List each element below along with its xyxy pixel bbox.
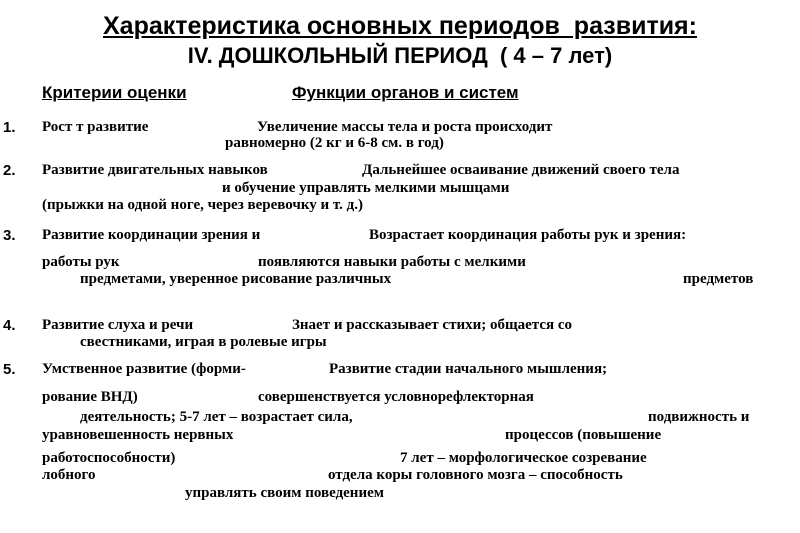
criterion-text: рование ВНД) — [42, 389, 138, 405]
criterion-text: Развитие координации зрения и — [42, 227, 261, 243]
page-title: Характеристика основных периодов развития: — [103, 12, 697, 40]
page-subtitle: IV. ДОШКОЛЬНЫЙ ПЕРИОД ( 4 – 7 лет) — [187, 43, 613, 68]
function-text: уравновешенность нервных — [42, 427, 234, 443]
function-text: лобного — [42, 467, 96, 483]
item-number: 4. — [3, 317, 16, 334]
criterion-text: (прыжки на одной ноге, через веревочку и т. д.) — [42, 197, 363, 213]
item-number: 5. — [3, 361, 16, 378]
item-number: 2. — [3, 162, 16, 179]
criteria-header: Критерии оценки — [42, 83, 187, 102]
function-text: предметами, уверенное рисование различных — [80, 271, 392, 287]
function-text: предметов — [683, 271, 754, 287]
criterion-text: Развитие слуха и речи — [42, 317, 194, 333]
item-number: 1. — [3, 119, 16, 136]
function-text: 7 лет – морфологическое созревание — [400, 450, 647, 466]
function-text: Дальнейшее осваивание движений своего тела — [362, 162, 680, 178]
criterion-text: Рост т развитие — [42, 119, 149, 135]
criterion-text: Развитие двигательных навыков — [42, 162, 268, 178]
function-text: управлять своим поведением — [185, 485, 384, 501]
function-text: Развитие стадии начального мышления; — [329, 361, 608, 377]
functions-header: Функции органов и систем — [292, 83, 519, 102]
function-text: появляются навыки работы с мелкими — [258, 254, 526, 270]
function-text: процессов (повышение — [505, 427, 662, 443]
function-text: подвижность и — [648, 409, 750, 425]
function-text: совершенствуется условнорефлекторная — [258, 389, 534, 405]
criterion-text: Умственное развитие (форми- — [42, 361, 246, 377]
function-text: отдела коры головного мозга – способность — [328, 467, 623, 483]
function-text: Знает и рассказывает стихи; общается со — [292, 317, 573, 333]
criterion-text: работоспособности) — [42, 450, 176, 466]
function-text: свестниками, играя в ролевые игры — [80, 334, 327, 350]
function-text: Увеличение массы тела и роста происходит — [257, 119, 553, 135]
item-number: 3. — [3, 227, 16, 244]
function-text: Возрастает координация работы рук и зрения: — [369, 227, 687, 243]
criterion-text: работы рук — [42, 254, 120, 270]
function-text: равномерно (2 кг и 6-8 см. в год) — [225, 135, 444, 151]
function-text: деятельность; 5-7 лет – возрастает сила, — [80, 409, 353, 425]
function-text: и обучение управлять мелкими мышцами — [222, 180, 510, 196]
